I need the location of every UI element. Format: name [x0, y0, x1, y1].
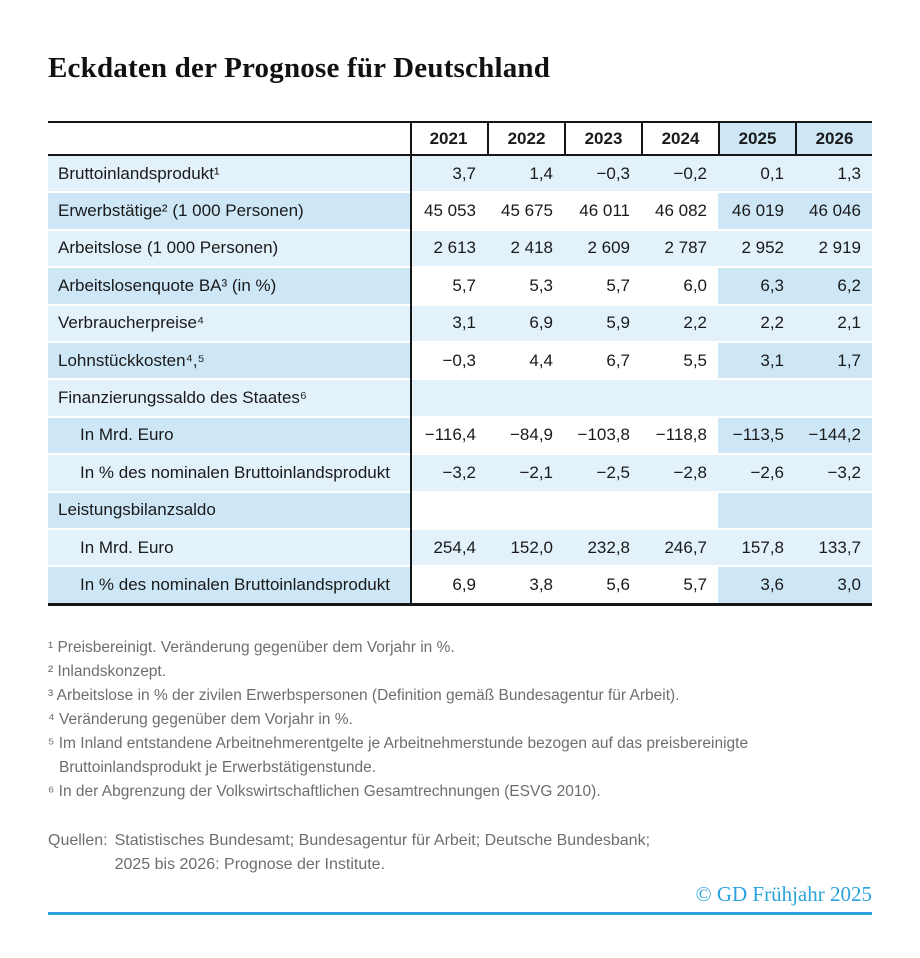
value-cell: 2 613 — [410, 231, 487, 266]
sources-line: Statistisches Bundesamt; Bundesagentur für Arbeit; Deutsche Bundesbank; — [114, 831, 651, 849]
value-cell: 6,9 — [410, 567, 487, 602]
value-cell: 46 082 — [641, 193, 718, 228]
value-cell: 2 952 — [718, 231, 795, 266]
value-cell: 1,3 — [795, 156, 872, 191]
value-cell — [410, 493, 487, 528]
value-cell: 2 418 — [487, 231, 564, 266]
value-cell: 0,1 — [718, 156, 795, 191]
footnote: ⁶ In der Abgrenzung der Volkswirtschaftlichen Gesamtrechnungen (ESVG 2010). — [48, 782, 601, 800]
value-cell: −2,1 — [487, 455, 564, 490]
value-cell: 2 609 — [564, 231, 641, 266]
value-cell: 2,1 — [795, 306, 872, 341]
year-column-header: 2025 — [718, 123, 795, 154]
table-row — [48, 530, 872, 565]
forecast-table — [48, 121, 872, 606]
value-cell: −116,4 — [410, 418, 487, 453]
year-column-header: 2022 — [487, 123, 564, 154]
value-cell — [487, 380, 564, 415]
table-row — [48, 231, 872, 266]
table-body — [48, 156, 872, 603]
value-cell: 45 053 — [410, 193, 487, 228]
value-cell: 46 011 — [564, 193, 641, 228]
table-row — [48, 418, 872, 453]
value-cell: 3,7 — [410, 156, 487, 191]
value-cell: 5,7 — [641, 567, 718, 602]
value-cell: 45 675 — [487, 193, 564, 228]
empty-corner-cell — [48, 123, 410, 154]
table-row — [48, 567, 872, 602]
value-cell: 5,5 — [641, 343, 718, 378]
value-cell: 3,1 — [718, 343, 795, 378]
value-cell — [564, 380, 641, 415]
value-cell: −103,8 — [564, 418, 641, 453]
row-label: Lohnstückkosten⁴,⁵ — [48, 343, 410, 378]
value-cell: 46 019 — [718, 193, 795, 228]
value-cell: 4,4 — [487, 343, 564, 378]
value-cell — [641, 380, 718, 415]
footnote: ⁴ Veränderung gegenüber dem Vorjahr in %. — [48, 710, 353, 728]
table-row — [48, 156, 872, 191]
row-label: Leistungsbilanzsaldo — [48, 493, 410, 528]
footnote: ¹ Preisbereinigt. Veränderung gegenüber dem Vorjahr in %. — [48, 638, 455, 656]
bottom-rule — [48, 912, 872, 915]
row-label: In % des nominalen Bruttoinlandsprodukt — [48, 455, 410, 490]
value-cell: 1,7 — [795, 343, 872, 378]
value-cell: −144,2 — [795, 418, 872, 453]
value-cell: 6,0 — [641, 268, 718, 303]
value-cell: 5,9 — [564, 306, 641, 341]
sources-text — [115, 829, 650, 877]
value-cell: −0,2 — [641, 156, 718, 191]
value-cell: 5,7 — [564, 268, 641, 303]
value-cell: 157,8 — [718, 530, 795, 565]
value-cell: 46 046 — [795, 193, 872, 228]
value-cell: 3,0 — [795, 567, 872, 602]
value-cell — [410, 380, 487, 415]
year-column-header: 2026 — [795, 123, 872, 154]
value-cell: 6,9 — [487, 306, 564, 341]
value-cell — [718, 380, 795, 415]
section-row — [48, 380, 872, 415]
value-cell: 5,3 — [487, 268, 564, 303]
table-row — [48, 268, 872, 303]
table-row — [48, 306, 872, 341]
value-cell: 246,7 — [641, 530, 718, 565]
value-cell — [718, 493, 795, 528]
value-cell — [487, 493, 564, 528]
value-cell: −2,8 — [641, 455, 718, 490]
footnote: ³ Arbeitslose in % der zivilen Erwerbspersonen (Definition gemäß Bundesagentur für Arbeit). — [48, 686, 680, 704]
value-cell: −0,3 — [564, 156, 641, 191]
value-cell: 2,2 — [641, 306, 718, 341]
row-label: In Mrd. Euro — [48, 418, 410, 453]
value-cell: 5,7 — [410, 268, 487, 303]
value-cell: 3,1 — [410, 306, 487, 341]
value-cell: −3,2 — [410, 455, 487, 490]
row-label: In % des nominalen Bruttoinlandsprodukt — [48, 567, 410, 602]
footnote: ⁵ Im Inland entstandene Arbeitnehmerentgelte je Arbeitnehmerstunde bezogen auf das preisbereinigte Bruttoinlandsprodukt je Erwerbstätigenstunde. — [48, 734, 749, 776]
value-cell: 6,2 — [795, 268, 872, 303]
value-cell: −118,8 — [641, 418, 718, 453]
value-cell: 2 787 — [641, 231, 718, 266]
row-label: Erwerbstätige² (1 000 Personen) — [48, 193, 410, 228]
year-column-header: 2024 — [641, 123, 718, 154]
value-cell: 254,4 — [410, 530, 487, 565]
value-cell: −3,2 — [795, 455, 872, 490]
value-cell: −0,3 — [410, 343, 487, 378]
value-cell: 1,4 — [487, 156, 564, 191]
value-cell: 3,8 — [487, 567, 564, 602]
year-column-header: 2023 — [564, 123, 641, 154]
value-cell: 232,8 — [564, 530, 641, 565]
value-cell — [641, 493, 718, 528]
value-cell — [795, 380, 872, 415]
value-cell: 2,2 — [718, 306, 795, 341]
value-cell — [564, 493, 641, 528]
value-cell: −2,5 — [564, 455, 641, 490]
year-column-header: 2021 — [429, 128, 468, 148]
column-divider-line — [410, 123, 412, 603]
value-cell: 3,6 — [718, 567, 795, 602]
table-header-row — [48, 123, 872, 156]
value-cell: 6,3 — [718, 268, 795, 303]
value-cell: 133,7 — [795, 530, 872, 565]
page-title: Eckdaten der Prognose für Deutschland — [48, 52, 551, 84]
section-row — [48, 493, 872, 528]
value-cell: 152,0 — [487, 530, 564, 565]
value-cell: 2 919 — [795, 231, 872, 266]
sources — [48, 829, 872, 877]
row-label: Arbeitslosenquote BA³ (in %) — [48, 268, 410, 303]
row-label: Arbeitslose (1 000 Personen) — [48, 231, 410, 266]
value-cell: −2,6 — [718, 455, 795, 490]
footnotes — [48, 636, 848, 804]
value-cell: 6,7 — [564, 343, 641, 378]
table-row — [48, 455, 872, 490]
row-label: Bruttoinlandsprodukt¹ — [48, 156, 410, 191]
row-label: Verbraucherpreise⁴ — [48, 306, 410, 341]
sources-label: Quellen: — [48, 831, 108, 849]
row-label: In Mrd. Euro — [48, 530, 410, 565]
sources-line: 2025 bis 2026: Prognose der Institute. — [114, 855, 385, 873]
copyright: © GD Frühjahr 2025 — [695, 881, 872, 906]
row-label: Finanzierungssaldo des Staates⁶ — [48, 380, 410, 415]
value-cell — [795, 493, 872, 528]
value-cell: 5,6 — [564, 567, 641, 602]
value-cell: −84,9 — [487, 418, 564, 453]
table-row — [48, 193, 872, 228]
table-row — [48, 343, 872, 378]
value-cell: −113,5 — [718, 418, 795, 453]
footnote: ² Inlandskonzept. — [48, 662, 167, 680]
